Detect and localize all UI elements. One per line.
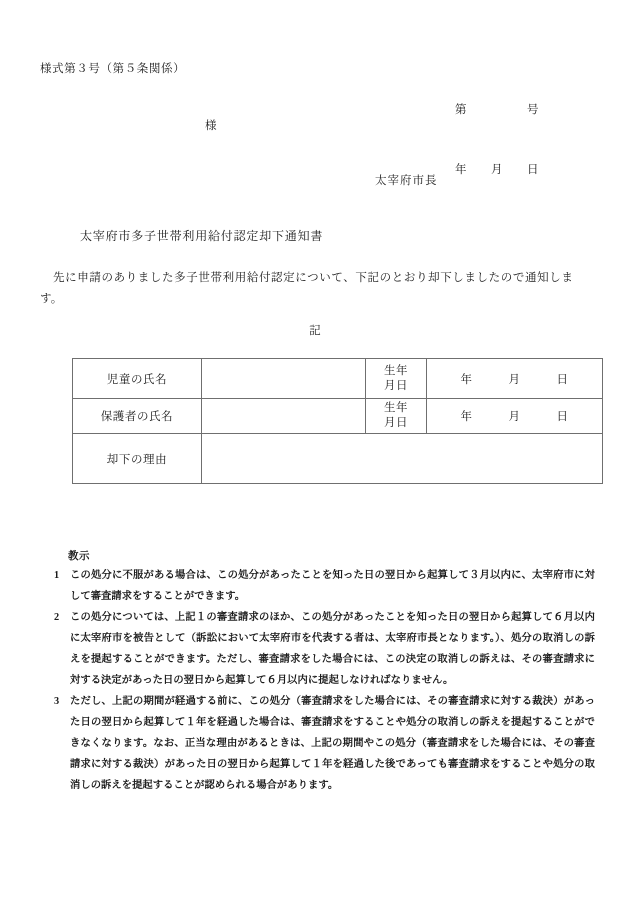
instruction-text: この処分については、上記１の審査請求のほか、この処分があったことを知った日の翌日から起算して６月以内に太宰府市を被告として（訴訟において太宰府市を代表する者は、太宰府市長となります。）、処分の取消しの訴えを提起することができます。ただし、審査請求をした場合には、この決定の取消しの訴えは、その審査請求に対する決定があった日の翌日から起算して６月以内に提起しなければなりません。 xyxy=(70,612,595,686)
applicant-info-table xyxy=(72,358,603,484)
guardian-name-label: 保護者の氏名 xyxy=(73,399,202,434)
issuer-name: 太宰府市長 xyxy=(375,175,438,187)
table-row xyxy=(73,359,603,399)
instruction-number: 1 xyxy=(54,570,60,581)
document-number-field: 第 号 xyxy=(455,104,539,116)
rejection-reason-value[interactable] xyxy=(202,434,603,484)
rejection-reason-label: 却下の理由 xyxy=(73,434,202,484)
document-date-field: 年 月 日 xyxy=(455,164,539,176)
instructions-list xyxy=(40,565,595,796)
instruction-number: 3 xyxy=(54,696,60,707)
list-item xyxy=(40,607,595,691)
addressee-honorific: 様 xyxy=(205,120,217,132)
instructions-heading: 教示 xyxy=(68,551,90,562)
child-dob-label-line2: 月日 xyxy=(384,379,408,392)
child-dob-value[interactable]: 年 月 日 xyxy=(427,359,603,399)
guardian-dob-value[interactable]: 年 月 日 xyxy=(427,399,603,434)
guardian-dob-label-line1: 生年 xyxy=(384,402,408,414)
page-title: 太宰府市多子世帯利用給付認定却下通知書 xyxy=(80,229,324,243)
ki-marker: 記 xyxy=(309,325,321,337)
form-number: 様式第３号（第５条関係） xyxy=(40,63,186,75)
document-number-block xyxy=(455,60,539,220)
child-dob-label-line1: 生年 xyxy=(384,364,408,377)
body-paragraph: 先に申請のありました多子世帯利用給付認定について、下記のとおり却下しましたので通知します。 xyxy=(40,272,573,305)
child-name-value[interactable] xyxy=(202,359,366,399)
instruction-text: ただし、上記の期間が経過する前に、この処分（審査請求をした場合には、その審査請求に対する裁決）があった日の翌日から起算して１年を経過した場合は、審査請求をすることや処分の取消しの訴えを提起することができなくなります。なお、正当な理由があるときは、上記の期間やこの処分（審査請求をした場合には、その審査請求に対する裁決）があった日の翌日から起算して１年を経過した後であっても審査請求をすることや処分の取消しの訴えを提起することが認められる場合があります。 xyxy=(70,696,595,791)
child-name-label: 児童の氏名 xyxy=(73,359,202,399)
guardian-name-value[interactable] xyxy=(202,399,366,434)
list-item xyxy=(40,691,595,796)
instruction-text: この処分に不服がある場合は、この処分があったことを知った日の翌日から起算して３月以内に、太宰府市に対して審査請求をすることができます。 xyxy=(70,570,595,602)
guardian-dob-label-line2: 月日 xyxy=(384,417,408,429)
list-item xyxy=(40,565,595,607)
guardian-dob-label xyxy=(366,399,427,434)
table-row xyxy=(73,434,603,484)
table-row xyxy=(73,399,603,434)
instruction-number: 2 xyxy=(54,612,60,623)
child-dob-label xyxy=(366,359,427,399)
